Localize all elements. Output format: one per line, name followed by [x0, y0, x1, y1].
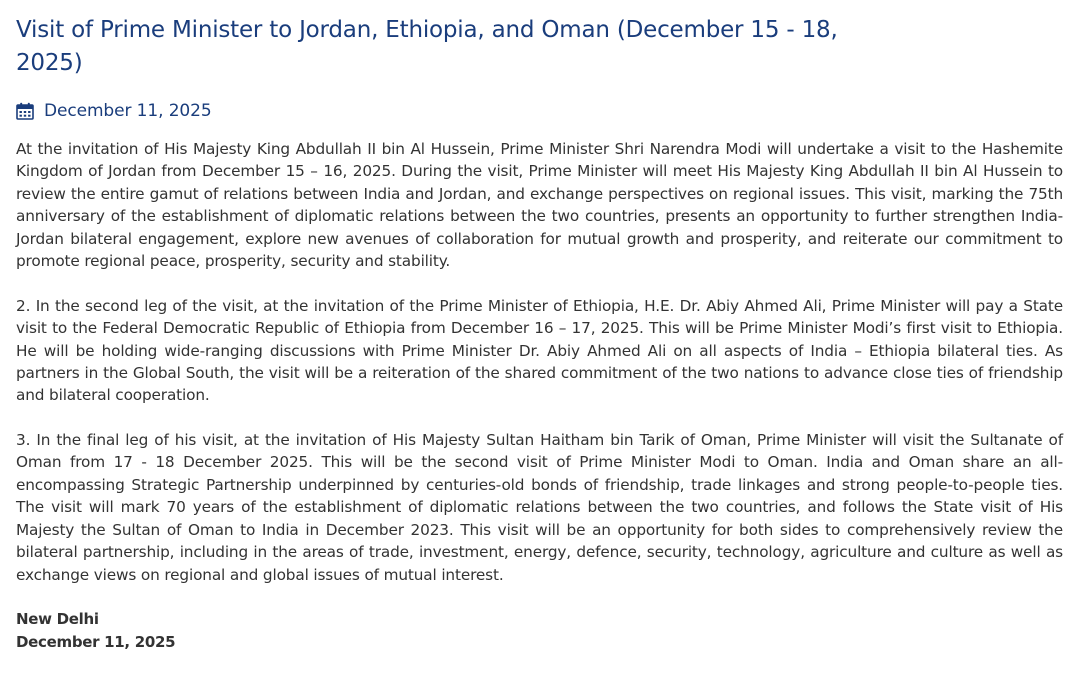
date-row	[16, 98, 1063, 124]
calendar-icon	[16, 102, 34, 120]
page-title: Visit of Prime Minister to Jordan, Ethiopia, and Oman (December 15 - 18, 2025)	[16, 17, 838, 76]
article-body	[16, 138, 1063, 654]
signoff-date: December 11, 2025	[16, 633, 176, 652]
signoff-place: New Delhi	[16, 610, 99, 629]
publish-date: December 11, 2025	[44, 101, 212, 121]
paragraph-jordan: At the invitation of His Majesty King Abdullah II bin Al Hussein, Prime Minister Shri Narendra Modi will undertake a visit to the Hashemite Kingdom of Jordan from December 15 – 16, 2025. During the visit, Prime Minister will meet His Majesty King Abdullah II bin Al Hussein to review the entire gamut of relations between India and Jordan, and exchange perspectives on regional issues. This visit, marking the 75th anniversary of the establishment of diplomatic relations between the two countries, presents an opportunity to further strengthen India-Jordan bilateral engagement, explore new avenues of collaboration for mutual growth and prosperity, and reiterate our commitment to promote regional peace, prosperity, security and stability.	[16, 140, 1063, 271]
paragraph-oman: 3. In the final leg of his visit, at the invitation of His Majesty Sultan Haitham bin Tarik of Oman, Prime Minister will visit the Sultanate of Oman from 17 - 18 December 2025. This will be the second visit of Prime Minister Modi to Oman. India and Oman share an all-encompassing Strategic Partnership underpinned by centuries-old bonds of friendship, trade linkages and strong people-to-people ties. The visit will mark 70 years of the establishment of diplomatic relations between the two countries, and follows the State visit of His Majesty the Sultan of Oman to India in December 2023. This visit will be an opportunity for both sides to comprehensively review the bilateral partnership, including in the areas of trade, investment, energy, defence, security, technology, agriculture and culture as well as exchange views on regional and global issues of mutual interest.	[16, 431, 1063, 584]
paragraph-ethiopia: 2. In the second leg of the visit, at the invitation of the Prime Minister of Ethiopia, H.E. Dr. Abiy Ahmed Ali, Prime Minister will pay a State visit to the Federal Democratic Republic of Ethiopia from December 16 – 17, 2025. This will be Prime Minister Modi’s first visit to Ethiopia. He will be holding wide-ranging discussions with Prime Minister Dr. Abiy Ahmed Ali on all aspects of India – Ethiopia bilateral ties. As partners in the Global South, the visit will be a reiteration of the shared commitment of the two nations to advance close ties of friendship and bilateral cooperation.	[16, 296, 1063, 405]
